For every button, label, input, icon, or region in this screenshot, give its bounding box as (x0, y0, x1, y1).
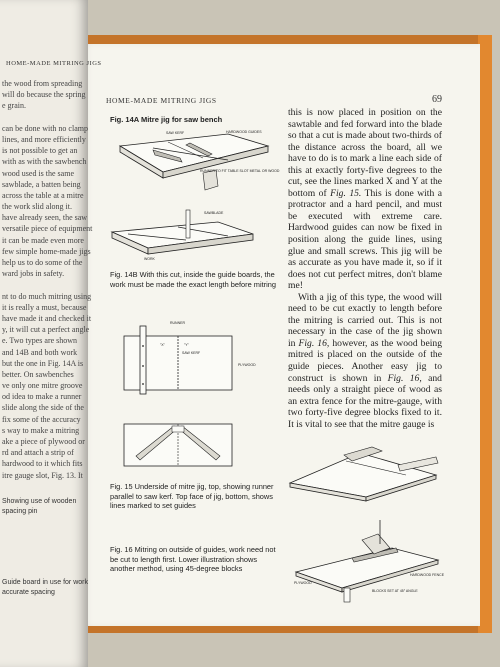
left-line: it is really a must, because (2, 302, 87, 312)
left-line: have made it and checked it (2, 313, 92, 323)
left-line: will do because the spring (2, 90, 86, 100)
left-line: sawblade, a batten being (2, 179, 81, 189)
label-hardwood-guides: HARDWOOD GUIDES (226, 130, 262, 134)
left-line: the work slid along it. (2, 202, 72, 212)
left-line: wood used is the same (2, 168, 74, 178)
left-line: itre gauge slot, Fig. 13. It (2, 470, 83, 480)
paragraph-1: this is now placed in position on the sawtable and fed forward into the blade so that a cut is made about two-thirds of the distance across the board, all we have to do is to mark a line each side of this at exactly forty-five degrees to the cut, see the lines marked X and Y at the bottom of Fig. 15. This is done with a protractor and a hard pencil, and must be executed with extreme care. Hardwood guides can now be fixed in position along the guide lines, using glue and small screws. This jig will be as accurate as you have made it, so if it does not cut perfect mitres, don't blame me! (288, 107, 443, 292)
fig14a-drawing (108, 128, 278, 198)
label-saw-kerf-15: SAW KERF (182, 351, 201, 355)
left-line: versatile piece of equipment (2, 224, 93, 234)
left-line: across the table at a mitre (2, 190, 84, 200)
fig15-top-drawing (120, 316, 280, 396)
label-plywood-16: PLYWOOD (294, 581, 312, 585)
left-line: the wood from spreading (2, 79, 83, 88)
left-line: but the one in Fig. 14A is (2, 358, 84, 368)
fig14b-caption: Fig. 14B With this cut, inside the guide boards, the work must be made the exact length before mitring (110, 270, 276, 289)
left-line: slide along the side of the (2, 403, 84, 413)
left-line: and 14B and both work (2, 347, 78, 357)
left-line: is not possible to get an (2, 146, 78, 156)
left-line: ward jobs in safety. (2, 269, 65, 279)
left-line: hardwood to it which fits (2, 459, 83, 469)
label-plywood-15: PLYWOOD (238, 363, 256, 367)
left-running-head: HOME-MADE MITRING JIGS (6, 60, 102, 67)
page-number: 69 (432, 94, 442, 105)
left-line: rd and attach a strip of (2, 448, 74, 458)
left-line: help us to do some of the (2, 258, 83, 267)
left-page-text (2, 78, 122, 481)
label-blocks: BLOCKS SET AT 45° ANGLE (372, 589, 418, 593)
fig16-caption: Fig. 16 Mitring on outside of guides, work need not be cut to length first. Lower illustration shows another method, using 45-degree blocks (110, 545, 276, 573)
body-text (288, 107, 442, 430)
label-x: "X" (160, 343, 165, 347)
left-line: nt to do much mitring using (2, 291, 92, 301)
left-caption-1: Showing use of wooden spacing pin (2, 498, 77, 515)
left-line: y, it will cut a perfect angle (2, 325, 90, 335)
left-line (2, 112, 122, 123)
fig16-bottom-drawing (292, 518, 452, 606)
left-line: have already seen, the saw (2, 213, 88, 223)
left-line: fix some of the accuracy (2, 414, 81, 424)
label-sawblade: SAWBLADE (204, 211, 224, 215)
left-line: od idea to make a runner (2, 392, 82, 402)
cover-edge (478, 35, 492, 633)
left-line: e. Two types are shown (2, 336, 78, 346)
left-line: e grain. (2, 101, 26, 111)
left-line: ve only one mitre groove (2, 381, 83, 391)
fig15-bottom-drawing (120, 420, 240, 472)
left-line: lines, and more efficiently (2, 134, 86, 144)
left-line (2, 279, 122, 290)
fig15-caption: Fig. 15 Underside of mitre jig, top, showing runner parallel to saw kerf. Top face of jig, bottom, shows lines marked to set guides (110, 482, 274, 510)
label-work: WORK (144, 257, 155, 261)
fig16-top-drawing (286, 435, 446, 507)
fig14a-title: Fig. 14A Mitre jig for saw bench (110, 115, 223, 124)
paragraph-2: With a jig of this type, the wood will need to be cut exactly to length before the mitring is carried out. This is not necessary in the case of the jig shown in Fig. 16, however, as the wood being mitred is placed on the outside of the guide pieces. Another easy jig to construct is shown in Fig. 16, and needs only a straight piece of wood as an extra fence for the mitre-gauge, with two forty-five degree blocks fixed to it. It is vital to see that the mitre gauge is (288, 291, 442, 430)
left-page (0, 0, 102, 667)
left-line: better. On sawbenches (2, 369, 74, 379)
label-runner: RUNNER TO FIT TABLE SLOT METAL OR WOOD (200, 169, 280, 173)
left-line: few simple home-made jigs (2, 246, 91, 256)
label-y: "Y" (184, 343, 189, 347)
left-line: ake a piece of plywood or (2, 437, 85, 446)
left-line: with as with the sawbench (2, 157, 87, 167)
running-head: HOME-MADE MITRING JIGS (106, 96, 217, 105)
left-line: s way to make a mitring (2, 425, 80, 435)
left-line: can be done with no clamp (2, 123, 88, 133)
left-line: it can be made even more (2, 235, 84, 245)
left-caption-2: Guide board in use for work accurate spacing (2, 579, 88, 596)
label-hardwood-fence: HARDWOOD FENCE (410, 573, 445, 577)
label-runner-15: RUNNER (170, 321, 185, 325)
label-saw-kerf: SAW KERF (166, 131, 185, 135)
fig14b-drawing (108, 202, 278, 262)
